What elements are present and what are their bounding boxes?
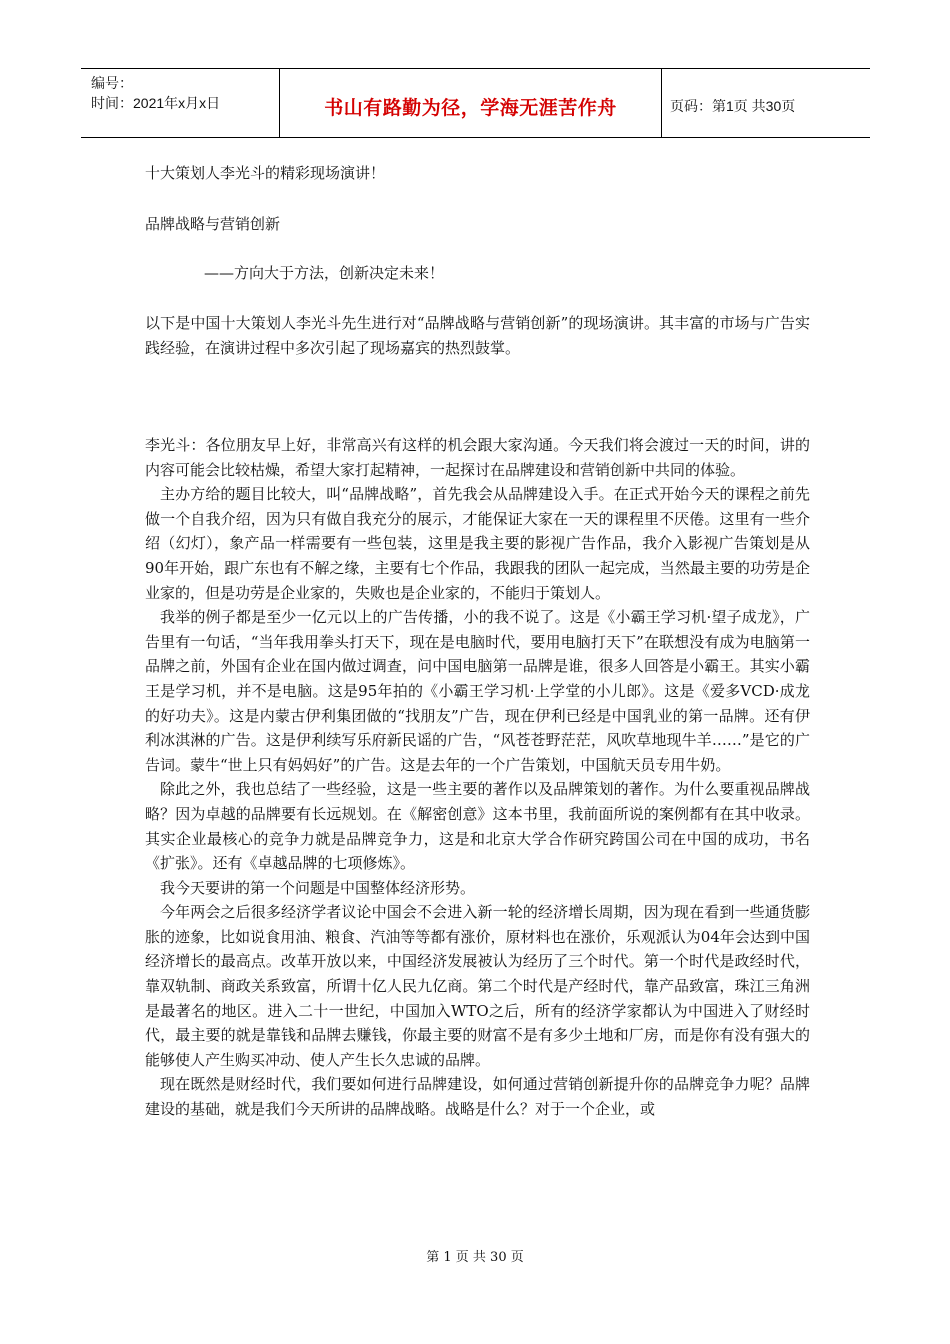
- speech-title: 十大策划人李光斗的精彩现场演讲！: [145, 164, 386, 182]
- header-left-cell: [81, 69, 280, 137]
- body-paragraph: 主办方给的题目比较大，叫“品牌战略”，首先我会从品牌建设入手。在正式开始今天的课程之前先做一个自我介绍，因为只有做自我充分的展示，才能保证大家在一天的课程里不厌倦。这里有一些介绍（幻灯），象产品一样需要有一些包装，这里是我主要的影视广告作品，我介入影视广告策划是从90年开始，跟广东也有不解之缘，主要有七个作品，我跟我的团队一起完成，当然最主要的功劳是企业家的，但是功劳是企业家的，失败也是企业家的，不能归于策划人。: [145, 485, 810, 602]
- page-info: 页码：第1页 共30页: [670, 98, 796, 114]
- body-paragraph: 今年两会之后很多经济学者议论中国会不会进入新一轮的经济增长周期，因为现在看到一些通货膨胀的迹象，比如说食用油、粮食、汽油等等都有涨价，原材料也在涨价，乐观派认为04年会达到中国经济增长的最高点。改革开放以来，中国经济发展被认为经历了三个时代。第一个时代是政经时代，靠双轨制、商政关系致富，所谓十亿人民九亿商。第二个时代是产经时代，靠产品致富，珠江三角洲是最著名的地区。进入二十一世纪，中国加入WTO之后，所有的经济学家都认为中国进入了财经时代，最主要的就是靠钱和品牌去赚钱，你最主要的财富不是有多少土地和厂房，而是你有没有强大的能够使人产生购买冲动、使人产生长久忠诚的品牌。: [145, 903, 810, 1069]
- header-page-cell: [662, 69, 870, 137]
- speech-subtitle: 品牌战略与营销创新: [145, 215, 281, 233]
- speech-slogan-block: [204, 261, 869, 286]
- intro-block: [145, 311, 810, 360]
- speech-title-block: [145, 161, 810, 186]
- intro-paragraph: 以下是中国十大策划人李光斗先生进行对“品牌战略与营销创新”的现场演讲。其丰富的市场与广告实践经验，在演讲过程中多次引起了现场嘉宾的热烈鼓掌。: [145, 314, 810, 357]
- page-footer: 第 1 页 共 30 页: [426, 1250, 524, 1265]
- document-header: [81, 68, 870, 138]
- body-paragraph: 除此之外，我也总结了一些经验，这是一些主要的著作以及品牌策划的著作。为什么要重视品牌战略？因为卓越的品牌要有长远规划。在《解密创意》这本书里，我前面所说的案例都有在其中收录。其实企业最核心的竞争力就是品牌竞争力，这是和北京大学合作研究跨国公司在中国的成功，书名《扩张》。还有《卓越品牌的七项修炼》。: [145, 780, 810, 873]
- motto-text: 书山有路勤为径，学海无涯苦作舟: [324, 97, 617, 119]
- document-number-label: 编号：: [91, 75, 133, 91]
- body-paragraph: 现在既然是财经时代，我们要如何进行品牌建设，如何通过营销创新提升你的品牌竞争力呢？品牌建设的基础，就是我们今天所讲的品牌战略。战略是什么？对于一个企业，或: [145, 1075, 810, 1119]
- body-paragraph: 李光斗：各位朋友早上好，非常高兴有这样的机会跟大家沟通。今天我们将会渡过一天的时间，讲的内容可能会比较枯燥，希望大家打起精神，一起探讨在品牌建设和营销创新中共同的体验。: [145, 436, 810, 479]
- body-paragraph: 我举的例子都是至少一亿元以上的广告传播，小的我不说了。这是《小霸王学习机·望子成龙》，广告里有一句话，“当年我用拳头打天下，现在是电脑时代，要用电脑打天下”在联想没有成为电脑第一品牌之前，外国有企业在国内做过调查，问中国电脑第一品牌是谁，很多人回答是小霸王。其实小霸王是学习机，并不是电脑。这是95年拍的《小霸王学习机·上学堂的小儿郎》。这是《爱多VCD·成龙的好功夫》。这是内蒙古伊利集团做的“找朋友”广告，现在伊利已经是中国乳业的第一品牌。还有伊利冰淇淋的广告。这是伊利续写乐府新民谣的广告，“风苍苍野茫茫，风吹草地现牛羊……”是它的广告词。蒙牛“世上只有妈妈好”的广告。这是去年的一个广告策划，中国航天员专用牛奶。: [145, 608, 810, 774]
- body-paragraph: 我今天要讲的第一个问题是中国整体经济形势。: [160, 878, 476, 897]
- speech-body: [145, 433, 810, 1122]
- speech-slogan: ——方向大于方法，创新决定未来！: [204, 264, 445, 282]
- speech-subtitle-block: [145, 212, 810, 237]
- document-date: 时间：2021年x月x日: [91, 95, 221, 111]
- header-motto-cell: [280, 69, 662, 137]
